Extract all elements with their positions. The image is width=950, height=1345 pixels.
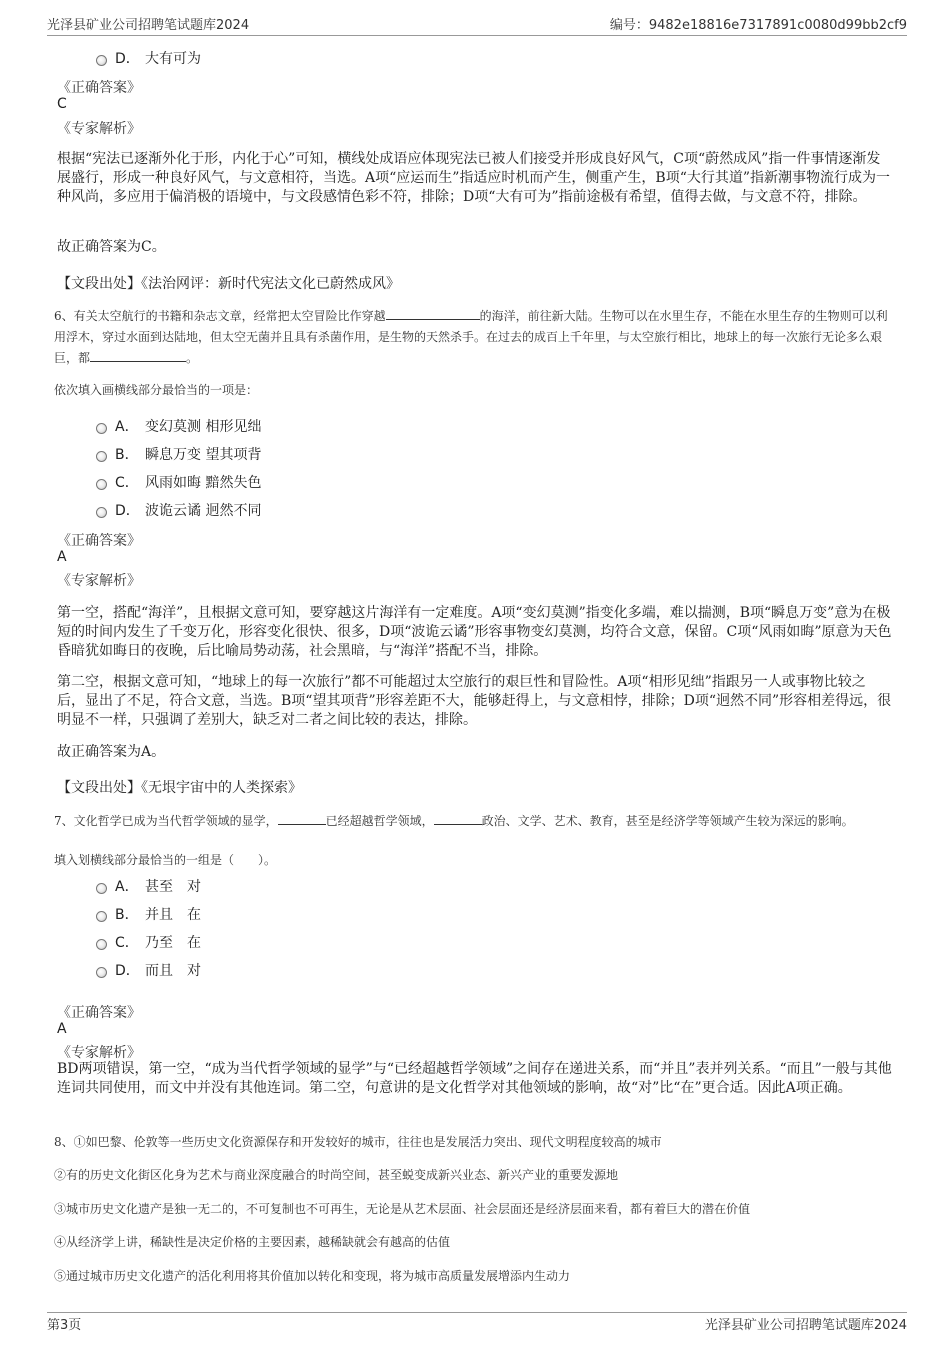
question-6-prompt: 依次填入画横线部分最恰当的一项是：: [54, 383, 259, 397]
question-8-line: ③城市历史文化遗产是独一无二的，不可复制也不可再生，无论是从艺术层面、社会层面还是经济层面来看，都有着巨大的潜在价值: [54, 1202, 751, 1216]
question-8-line: ⑤通过城市历史文化遗产的活化利用将其价值加以转化和变现，将为城市高质量发展增添内生动力: [54, 1269, 571, 1283]
option-letter: A．: [115, 419, 139, 435]
question-7-text: [54, 811, 894, 832]
radio-button[interactable]: [96, 939, 107, 950]
q7-option-a[interactable]: [96, 876, 201, 896]
question-text-part: 政治、文学、艺术、教育，甚至是经济学等领域产生较为深远的影响。: [481, 814, 854, 828]
option-text: 风雨如晦 黯然失色: [145, 475, 262, 491]
option-text: 变幻莫测 相形见绌: [145, 419, 262, 435]
question-text-part: 7、文化哲学已成为当代哲学领域的显学，: [54, 814, 278, 828]
conclusion-text: 故正确答案为C。: [57, 239, 166, 255]
option-letter: D．: [115, 51, 140, 67]
question-6-text: [54, 306, 894, 369]
option-text: 大有可为: [145, 51, 201, 67]
fill-blank: [386, 306, 480, 320]
option-letter: A．: [115, 879, 139, 895]
answer-label: 《正确答案》: [57, 1005, 141, 1021]
analysis-text: BD两项错误，第一空，“成为当代哲学领域的显学”与“已经超越哲学领域”之间存在递进关系，而“并且”表并列关系。“而且”一般与其他连词共同使用，而文中并没有其他连词。第二空，句意讲的是文化哲学对其他领域的影响，故“对”比“在”更合适。因此A项正确。: [57, 1061, 892, 1096]
analysis-label: 《专家解析》: [57, 1045, 141, 1061]
option-text: 瞬息万变 望其项背: [145, 447, 262, 463]
analysis-text: 第二空，根据文意可知，“地球上的每一次旅行”都不可能超过太空旅行的艰巨性和冒险性。A项“相形见绌”指跟另一人或事物比较之后，显出了不足，符合文意，当选。B项“望其项背”形容差距不大，能够赶得上，与文意相悖，排除；D项“迥然不同”形容相差得远，很明显不一样，只强调了差别大，缺乏对二者之间比较的表达，排除。: [57, 674, 892, 728]
q6-option-a[interactable]: [96, 416, 261, 436]
prev-option-d[interactable]: [96, 48, 201, 68]
analysis-label: 《专家解析》: [57, 121, 141, 137]
option-text: 乃至 在: [145, 935, 201, 951]
analysis-text: 根据“宪法已逐渐外化于形，内化于心”可知，横线处成语应体现宪法已被人们接受并形成良好风气，C项“蔚然成风”指一件事情逐渐发展盛行，形成一种良好风气，与文意相符，当选。A项“应运而生”指适应时机而产生，侧重产生，B项“大行其道”指新潮事物流行成为一种风尚，多应用于偏消极的语境中，与文段感情色彩不符，排除；D项“大有可为”指前途极有希望，值得去做，与文意不符，排除。: [57, 151, 891, 205]
option-text: 波诡云谲 迥然不同: [145, 503, 262, 519]
document-code: 编号：9482e18816e7317891c0080d99bb2cf9: [609, 18, 907, 33]
q6-option-b[interactable]: [96, 444, 261, 464]
page-number: 第3页: [47, 1318, 82, 1333]
option-letter: C．: [115, 935, 139, 951]
source-text: 【文段出处】《法治网评：新时代宪法文化已蔚然成风》: [57, 276, 400, 292]
footer-title: 光泽县矿业公司招聘笔试题库2024: [704, 1318, 907, 1333]
header-title: 光泽县矿业公司招聘笔试题库2024: [47, 18, 250, 33]
q6-option-d[interactable]: [96, 500, 261, 520]
question-text-part: 6、有关太空航行的书籍和杂志文章，经常把太空冒险比作穿越: [54, 309, 386, 323]
radio-button[interactable]: [96, 967, 107, 978]
question-7-prompt: 填入划横线部分最恰当的一组是（ ）。: [54, 853, 277, 867]
question-8-line: 8、①如巴黎、伦敦等一些历史文化资源保存和开发较好的城市，往往也是发展活力突出、现代文明程度较高的城市: [54, 1135, 662, 1149]
option-letter: B．: [115, 447, 139, 463]
radio-button[interactable]: [96, 423, 107, 434]
question-text-part: 的海洋，前往新大陆。生物可以在水里生存，不能在水里生存的生物则可以利用浮木，穿过水面到达陆地，但太空无菌并且具有杀菌作用，是生物的天然杀手。在过去的成百上千年里，与太空旅行相比，地球上的每一次旅行无论多么艰巨，都: [54, 309, 888, 365]
option-text: 并且 在: [145, 907, 201, 923]
answer-value: C: [57, 96, 67, 112]
radio-button[interactable]: [96, 451, 107, 462]
question-8-line: ②有的历史文化街区化身为艺术与商业深度融合的时尚空间，甚至蜕变成新兴业态、新兴产业的重要发源地: [54, 1168, 619, 1182]
option-text: 甚至 对: [145, 879, 201, 895]
question-8-line: ④从经济学上讲，稀缺性是决定价格的主要因素，越稀缺就会有越高的估值: [54, 1235, 451, 1249]
q6-option-c[interactable]: [96, 472, 261, 492]
conclusion-text: 故正确答案为A。: [57, 744, 166, 760]
q7-option-d[interactable]: [96, 960, 201, 980]
fill-blank: [90, 348, 186, 362]
question-text-part: 已经超越哲学领域，: [325, 814, 434, 828]
fill-blank: [434, 811, 482, 825]
q7-option-c[interactable]: [96, 932, 201, 952]
answer-label: 《正确答案》: [57, 533, 141, 549]
option-letter: D．: [115, 503, 140, 519]
radio-button[interactable]: [96, 911, 107, 922]
question-text-part: 。: [186, 351, 199, 365]
option-letter: B．: [115, 907, 139, 923]
fill-blank: [278, 811, 326, 825]
footer-divider: [47, 1312, 907, 1313]
answer-label: 《正确答案》: [57, 80, 141, 96]
answer-value: A: [57, 1021, 67, 1037]
source-text: 【文段出处】《无垠宇宙中的人类探索》: [57, 780, 302, 796]
option-letter: C．: [115, 475, 139, 491]
answer-value: A: [57, 549, 67, 565]
radio-button[interactable]: [96, 55, 107, 66]
option-text: 而且 对: [145, 963, 201, 979]
radio-button[interactable]: [96, 883, 107, 894]
radio-button[interactable]: [96, 479, 107, 490]
analysis-text: 第一空，搭配“海洋”，且根据文意可知，要穿越这片海洋有一定难度。A项“变幻莫测”指变化多端，难以揣测，B项“瞬息万变”意为在极短的时间内发生了千变万化，形容变化很快、很多，D项“波诡云谲”形容事物变幻莫测，均符合文意，保留。C项“风雨如晦”原意为天色昏暗犹如晦日的夜晚，后比喻局势动荡，社会黑暗，与“海洋”搭配不当，排除。: [57, 605, 892, 659]
header-divider: [47, 35, 907, 36]
q7-option-b[interactable]: [96, 904, 201, 924]
analysis-label: 《专家解析》: [57, 573, 141, 589]
option-letter: D．: [115, 963, 140, 979]
radio-button[interactable]: [96, 507, 107, 518]
